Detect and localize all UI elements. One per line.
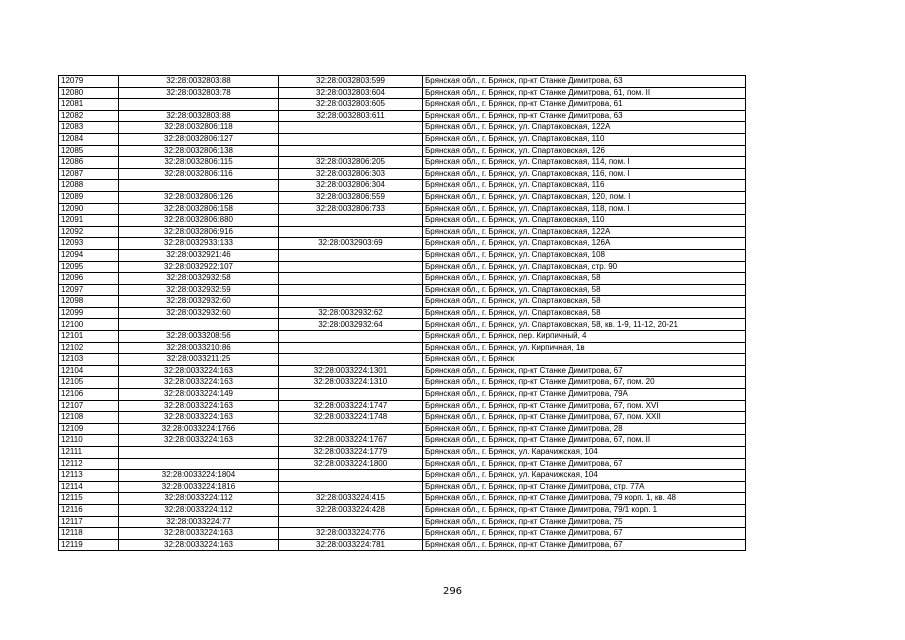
table-row — [59, 307, 746, 319]
row-number-cell: 12091 — [59, 215, 119, 227]
address-cell: Брянская обл., г. Брянск, ул. Карачижская, 104 — [423, 470, 746, 482]
cadastral-object-cell: 32:28:0032932:64 — [279, 319, 423, 331]
table-row — [59, 249, 746, 261]
address-cell: Брянская обл., г. Брянск, ул. Спартаковская, 58 — [423, 273, 746, 285]
table-row — [59, 447, 746, 459]
cadastral-object-cell: 32:28:0032932:62 — [279, 307, 423, 319]
row-number-cell: 12113 — [59, 470, 119, 482]
cadastral-parent-cell: 32:28:0032803:88 — [119, 110, 279, 122]
address-cell: Брянская обл., г. Брянск, ул. Спартаковская, 116 — [423, 180, 746, 192]
cadastral-object-cell: 32:28:0033224:1747 — [279, 400, 423, 412]
table-row — [59, 180, 746, 192]
cadastral-object-cell — [279, 273, 423, 285]
cadastral-object-cell: 32:28:0033224:415 — [279, 493, 423, 505]
row-number-cell: 12104 — [59, 365, 119, 377]
address-cell: Брянская обл., г. Брянск, пр-кт Станке Димитрова, 61, пом. II — [423, 87, 746, 99]
table-row — [59, 226, 746, 238]
cadastral-parent-cell: 32:28:0033224:77 — [119, 516, 279, 528]
address-cell: Брянская обл., г. Брянск — [423, 354, 746, 366]
cadastral-object-cell — [279, 226, 423, 238]
cadastral-object-cell: 32:28:0032806:559 — [279, 191, 423, 203]
row-number-cell: 12107 — [59, 400, 119, 412]
cadastral-parent-cell: 32:28:0032803:88 — [119, 76, 279, 88]
cadastral-object-cell — [279, 354, 423, 366]
table-row — [59, 400, 746, 412]
table-row — [59, 470, 746, 482]
address-cell: Брянская обл., г. Брянск, пр-кт Станке Димитрова, 67, пом. XXII — [423, 412, 746, 424]
row-number-cell: 12099 — [59, 307, 119, 319]
table-row — [59, 319, 746, 331]
cadastral-object-cell — [279, 470, 423, 482]
cadastral-object-cell: 32:28:0033224:1310 — [279, 377, 423, 389]
cadastral-object-cell: 32:28:0032806:205 — [279, 157, 423, 169]
cadastral-object-cell: 32:28:0033224:781 — [279, 539, 423, 551]
table-row — [59, 157, 746, 169]
address-cell: Брянская обл., г. Брянск, ул. Спартаковская, 110 — [423, 133, 746, 145]
cadastral-parent-cell: 32:28:0033224:163 — [119, 365, 279, 377]
row-number-cell: 12083 — [59, 122, 119, 134]
table-row — [59, 203, 746, 215]
address-cell: Брянская обл., г. Брянск, пр-кт Станке Димитрова, 79 корп. 1, кв. 48 — [423, 493, 746, 505]
cadastral-parent-cell — [119, 458, 279, 470]
cadastral-parent-cell: 32:28:0032806:127 — [119, 133, 279, 145]
address-cell: Брянская обл., г. Брянск, пр-кт Станке Димитрова, 67, пом. XVI — [423, 400, 746, 412]
row-number-cell: 12105 — [59, 377, 119, 389]
cadastral-object-cell: 32:28:0033224:1800 — [279, 458, 423, 470]
table-row — [59, 110, 746, 122]
table-row — [59, 377, 746, 389]
row-number-cell: 12111 — [59, 447, 119, 459]
table-row — [59, 539, 746, 551]
row-number-cell: 12086 — [59, 157, 119, 169]
cadastral-parent-cell: 32:28:0033224:163 — [119, 435, 279, 447]
table-row — [59, 168, 746, 180]
row-number-cell: 12108 — [59, 412, 119, 424]
cadastral-parent-cell: 32:28:0033224:149 — [119, 389, 279, 401]
table-row — [59, 331, 746, 343]
table-row — [59, 296, 746, 308]
table-row — [59, 284, 746, 296]
address-cell: Брянская обл., г. Брянск, ул. Спартаковская, 122А — [423, 226, 746, 238]
address-cell: Брянская обл., г. Брянск, ул. Спартаковская, 114, пом. I — [423, 157, 746, 169]
cadastral-parent-cell — [119, 180, 279, 192]
table-row — [59, 215, 746, 227]
cadastral-parent-cell: 32:28:0032806:138 — [119, 145, 279, 157]
address-cell: Брянская обл., г. Брянск, ул. Спартаковская, 58 — [423, 296, 746, 308]
cadastral-object-cell — [279, 516, 423, 528]
address-cell: Брянская обл., г. Брянск, пр-кт Станке Димитрова, 79/1 корп. 1 — [423, 504, 746, 516]
table-row — [59, 354, 746, 366]
cadastral-parent-cell: 32:28:0033224:112 — [119, 504, 279, 516]
cadastral-object-cell: 32:28:0032803:611 — [279, 110, 423, 122]
table-row — [59, 273, 746, 285]
table-row — [59, 365, 746, 377]
row-number-cell: 12094 — [59, 249, 119, 261]
table-row — [59, 435, 746, 447]
cadastral-object-cell: 32:28:0032803:599 — [279, 76, 423, 88]
table-row — [59, 412, 746, 424]
row-number-cell: 12089 — [59, 191, 119, 203]
table-row — [59, 76, 746, 88]
row-number-cell: 12119 — [59, 539, 119, 551]
address-cell: Брянская обл., г. Брянск, ул. Спартаковская, 58 — [423, 307, 746, 319]
cadastral-parent-cell: 32:28:0032806:158 — [119, 203, 279, 215]
cadastral-object-cell — [279, 145, 423, 157]
table-row — [59, 481, 746, 493]
cadastral-parent-cell: 32:28:0032932:60 — [119, 307, 279, 319]
address-cell: Брянская обл., г. Брянск, пр-кт Станке Димитрова, 67, пом. 20 — [423, 377, 746, 389]
row-number-cell: 12088 — [59, 180, 119, 192]
address-cell: Брянская обл., г. Брянск, пр-кт Станке Димитрова, 61 — [423, 99, 746, 111]
row-number-cell: 12106 — [59, 389, 119, 401]
address-cell: Брянская обл., г. Брянск, пр-кт Станке Димитрова, 67, пом. II — [423, 435, 746, 447]
cadastral-object-cell — [279, 215, 423, 227]
address-cell: Брянская обл., г. Брянск, ул. Карачижская, 104 — [423, 447, 746, 459]
row-number-cell: 12115 — [59, 493, 119, 505]
cadastral-object-cell: 32:28:0033224:1301 — [279, 365, 423, 377]
cadastral-object-cell — [279, 296, 423, 308]
row-number-cell: 12096 — [59, 273, 119, 285]
row-number-cell: 12112 — [59, 458, 119, 470]
row-number-cell: 12097 — [59, 284, 119, 296]
address-cell: Брянская обл., г. Брянск, ул. Кирпичная, 1в — [423, 342, 746, 354]
cadastral-parent-cell: 32:28:0032806:116 — [119, 168, 279, 180]
cadastral-parent-cell: 32:28:0032803:78 — [119, 87, 279, 99]
cadastral-object-cell: 32:28:0033224:1748 — [279, 412, 423, 424]
cadastral-parent-cell: 32:28:0032806:115 — [119, 157, 279, 169]
cadastral-object-cell — [279, 342, 423, 354]
row-number-cell: 12087 — [59, 168, 119, 180]
cadastral-object-cell: 32:28:0032806:304 — [279, 180, 423, 192]
cadastral-parent-cell: 32:28:0033211:25 — [119, 354, 279, 366]
cadastral-object-cell: 32:28:0033224:1779 — [279, 447, 423, 459]
cadastral-object-cell: 32:28:0032803:604 — [279, 87, 423, 99]
cadastral-object-cell — [279, 261, 423, 273]
row-number-cell: 12090 — [59, 203, 119, 215]
table-row — [59, 261, 746, 273]
row-number-cell: 12103 — [59, 354, 119, 366]
address-cell: Брянская обл., г. Брянск, пр-кт Станке Димитрова, 63 — [423, 76, 746, 88]
cadastral-parent-cell: 32:28:0032806:916 — [119, 226, 279, 238]
table-row — [59, 516, 746, 528]
address-cell: Брянская обл., г. Брянск, ул. Спартаковская, 126 — [423, 145, 746, 157]
table-row — [59, 342, 746, 354]
cadastral-parent-cell: 32:28:0033224:112 — [119, 493, 279, 505]
cadastral-parent-cell: 32:28:0032921:46 — [119, 249, 279, 261]
address-cell: Брянская обл., г. Брянск, ул. Спартаковская, 58 — [423, 284, 746, 296]
address-cell: Брянская обл., г. Брянск, пр-кт Станке Димитрова, стр. 77А — [423, 481, 746, 493]
address-cell: Брянская обл., г. Брянск, пер. Кирпичный, 4 — [423, 331, 746, 343]
cadastral-parent-cell: 32:28:0032806:880 — [119, 215, 279, 227]
cadastral-object-cell — [279, 284, 423, 296]
address-cell: Брянская обл., г. Брянск, ул. Спартаковская, 126А — [423, 238, 746, 250]
cadastral-parent-cell: 32:28:0033224:163 — [119, 400, 279, 412]
address-cell: Брянская обл., г. Брянск, пр-кт Станке Димитрова, 79А — [423, 389, 746, 401]
address-cell: Брянская обл., г. Брянск, пр-кт Станке Димитрова, 67 — [423, 528, 746, 540]
cadastral-parent-cell: 32:28:0033210:86 — [119, 342, 279, 354]
row-number-cell: 12092 — [59, 226, 119, 238]
row-number-cell: 12102 — [59, 342, 119, 354]
cadastral-object-cell — [279, 331, 423, 343]
row-number-cell: 12100 — [59, 319, 119, 331]
address-cell: Брянская обл., г. Брянск, ул. Спартаковская, 110 — [423, 215, 746, 227]
table-row — [59, 122, 746, 134]
row-number-cell: 12082 — [59, 110, 119, 122]
table-row — [59, 493, 746, 505]
cadastral-parent-cell: 32:28:0033224:1816 — [119, 481, 279, 493]
cadastral-parent-cell — [119, 447, 279, 459]
address-cell: Брянская обл., г. Брянск, пр-кт Станке Димитрова, 67 — [423, 539, 746, 551]
address-cell: Брянская обл., г. Брянск, пр-кт Станке Димитрова, 28 — [423, 423, 746, 435]
row-number-cell: 12093 — [59, 238, 119, 250]
address-cell: Брянская обл., г. Брянск, ул. Спартаковская, стр. 90 — [423, 261, 746, 273]
cadastral-parent-cell: 32:28:0032922:107 — [119, 261, 279, 273]
row-number-cell: 12116 — [59, 504, 119, 516]
cadastral-object-cell — [279, 423, 423, 435]
cadastral-parent-cell: 32:28:0033224:163 — [119, 412, 279, 424]
address-cell: Брянская обл., г. Брянск, ул. Спартаковская, 118, пом. I — [423, 203, 746, 215]
cadastral-parent-cell: 32:28:0033224:163 — [119, 528, 279, 540]
cadastral-object-cell: 32:28:0033224:776 — [279, 528, 423, 540]
cadastral-parent-cell — [119, 99, 279, 111]
table-row — [59, 99, 746, 111]
cadastral-parent-cell — [119, 319, 279, 331]
cadastral-parent-cell: 32:28:0033224:1766 — [119, 423, 279, 435]
table-row — [59, 191, 746, 203]
table-row — [59, 145, 746, 157]
cadastral-parent-cell: 32:28:0032933:133 — [119, 238, 279, 250]
cadastral-parent-cell: 32:28:0033208:56 — [119, 331, 279, 343]
row-number-cell: 12080 — [59, 87, 119, 99]
table-row — [59, 504, 746, 516]
table-row — [59, 423, 746, 435]
cadastral-parent-cell: 32:28:0032806:118 — [119, 122, 279, 134]
address-cell: Брянская обл., г. Брянск, пр-кт Станке Димитрова, 63 — [423, 110, 746, 122]
cadastral-object-cell: 32:28:0032806:303 — [279, 168, 423, 180]
row-number-cell: 12118 — [59, 528, 119, 540]
address-cell: Брянская обл., г. Брянск, ул. Спартаковская, 122А — [423, 122, 746, 134]
address-cell: Брянская обл., г. Брянск, ул. Спартаковская, 120, пом. I — [423, 191, 746, 203]
address-cell: Брянская обл., г. Брянск, пр-кт Станке Димитрова, 67 — [423, 458, 746, 470]
cadastral-object-cell — [279, 481, 423, 493]
row-number-cell: 12081 — [59, 99, 119, 111]
cadastral-object-cell — [279, 122, 423, 134]
row-number-cell: 12084 — [59, 133, 119, 145]
table-row — [59, 458, 746, 470]
address-cell: Брянская обл., г. Брянск, пр-кт Станке Димитрова, 67 — [423, 365, 746, 377]
cadastral-object-cell: 32:28:0032803:605 — [279, 99, 423, 111]
row-number-cell: 12110 — [59, 435, 119, 447]
row-number-cell: 12098 — [59, 296, 119, 308]
table-row — [59, 389, 746, 401]
registry-table-body — [59, 76, 746, 551]
row-number-cell: 12117 — [59, 516, 119, 528]
cadastral-parent-cell: 32:28:0032932:59 — [119, 284, 279, 296]
registry-table — [58, 75, 746, 551]
cadastral-object-cell: 32:28:0032806:733 — [279, 203, 423, 215]
cadastral-object-cell: 32:28:0033224:428 — [279, 504, 423, 516]
cadastral-parent-cell: 32:28:0033224:163 — [119, 377, 279, 389]
table-row — [59, 528, 746, 540]
cadastral-object-cell — [279, 389, 423, 401]
table-row — [59, 133, 746, 145]
cadastral-parent-cell: 32:28:0032932:58 — [119, 273, 279, 285]
cadastral-parent-cell: 32:28:0032932:60 — [119, 296, 279, 308]
row-number-cell: 12079 — [59, 76, 119, 88]
cadastral-object-cell: 32:28:0033224:1767 — [279, 435, 423, 447]
row-number-cell: 12085 — [59, 145, 119, 157]
cadastral-parent-cell: 32:28:0033224:163 — [119, 539, 279, 551]
row-number-cell: 12114 — [59, 481, 119, 493]
cadastral-object-cell: 32:28:0032903:69 — [279, 238, 423, 250]
address-cell: Брянская обл., г. Брянск, ул. Спартаковская, 108 — [423, 249, 746, 261]
cadastral-parent-cell: 32:28:0033224:1804 — [119, 470, 279, 482]
row-number-cell: 12101 — [59, 331, 119, 343]
row-number-cell: 12109 — [59, 423, 119, 435]
address-cell: Брянская обл., г. Брянск, пр-кт Станке Димитрова, 75 — [423, 516, 746, 528]
address-cell: Брянская обл., г. Брянск, ул. Спартаковская, 58, кв. 1-9, 11-12, 20-21 — [423, 319, 746, 331]
table-row — [59, 87, 746, 99]
row-number-cell: 12095 — [59, 261, 119, 273]
page-number: 296 — [442, 586, 463, 597]
address-cell: Брянская обл., г. Брянск, ул. Спартаковская, 116, пом. I — [423, 168, 746, 180]
cadastral-object-cell — [279, 133, 423, 145]
cadastral-parent-cell: 32:28:0032806:126 — [119, 191, 279, 203]
table-row — [59, 238, 746, 250]
cadastral-object-cell — [279, 249, 423, 261]
